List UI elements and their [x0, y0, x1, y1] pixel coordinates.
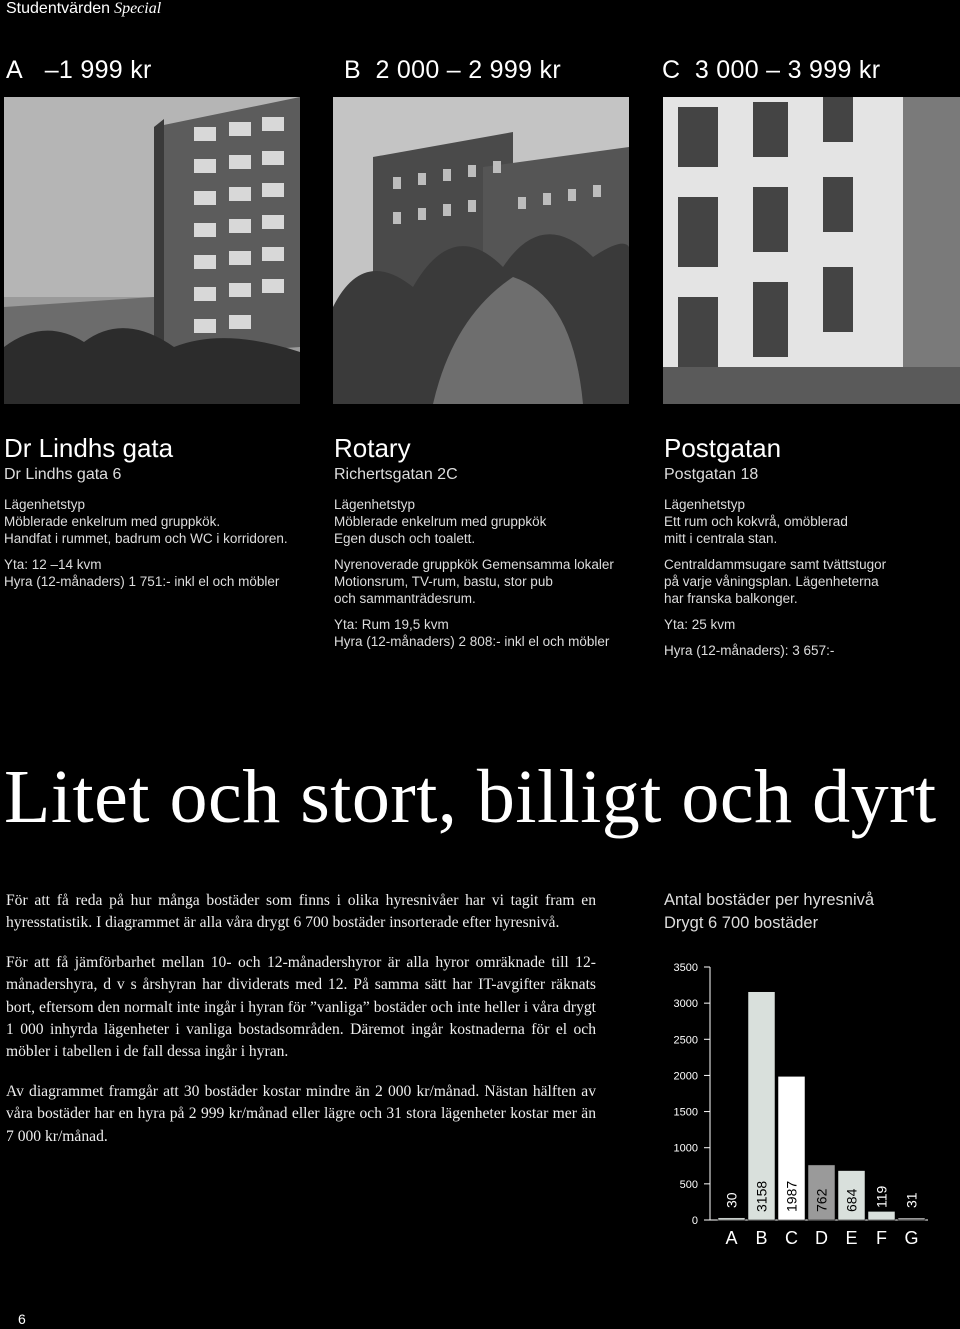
- y-tick-label: 2500: [673, 1034, 698, 1047]
- data-label: 31: [903, 1192, 920, 1208]
- chart-title: Antal bostäder per hyresnivå: [664, 891, 875, 909]
- listing-line: Centraldammsugare samt tvättstugor: [664, 557, 887, 572]
- listing-paragraph: [4, 496, 304, 547]
- listing-line: Yta: Rum 19,5 kvm: [334, 617, 449, 632]
- listing-line: Hyra (12-månaders) 2 808:- inkl el och möbler: [334, 634, 610, 649]
- photo-postgatan: [663, 97, 960, 404]
- listing-line: Handfat i rummet, badrum och WC i korridoren.: [4, 531, 288, 546]
- listing-line: Lägenhetstyp: [334, 497, 416, 512]
- listing-line: Motionsrum, TV-rum, bastu, stor pub: [334, 574, 553, 589]
- listing-address: Dr Lindhs gata 6: [4, 466, 122, 483]
- data-label: 119: [873, 1185, 890, 1208]
- body-text: [6, 890, 596, 1165]
- body-paragraph: För att få reda på hur många bostäder som finns i olika hyresnivåer har vi tagit fram en hyresstatistik. I diagrammet är alla våra drygt 6 700 bostäder insorterade efter hyresnivå.: [6, 892, 596, 932]
- bar-f: [868, 1211, 895, 1220]
- price-category-a: A –1 999 kr: [6, 56, 152, 84]
- y-tick-label: 0: [691, 1215, 698, 1227]
- photo-dr-lindhs-gata: [4, 97, 300, 404]
- listing-paragraph: [664, 642, 954, 659]
- y-tick-label: 500: [679, 1178, 698, 1191]
- listing-line: Möblerade enkelrum med gruppkök: [334, 514, 547, 529]
- listing-line: och sammanträdesrum.: [334, 591, 476, 606]
- y-tick-label: 1500: [673, 1106, 698, 1119]
- listing-line: har franska balkonger.: [664, 591, 798, 606]
- listing-name: Dr Lindhs gata: [4, 433, 174, 463]
- listing-paragraph: [334, 616, 634, 650]
- category-label: B: [755, 1228, 768, 1248]
- listing-postgatan: [664, 432, 954, 668]
- category-label: C: [785, 1228, 798, 1248]
- listing-address: Postgatan 18: [664, 466, 759, 483]
- y-tick-label: 1000: [673, 1142, 698, 1155]
- listing-paragraph: [664, 616, 954, 633]
- listing-paragraph: [664, 556, 954, 607]
- bar-a: [718, 1218, 745, 1220]
- headline: Litet och stort, billigt och dyrt: [4, 755, 937, 839]
- bar-chart-svg: [650, 955, 950, 1255]
- listing-line: Yta: 12 –14 kvm: [4, 557, 102, 572]
- listing-line: mitt i centrala stan.: [664, 531, 778, 546]
- bar-g: [898, 1218, 925, 1220]
- photo-rotary: [333, 97, 629, 404]
- price-category-c: C 3 000 – 3 999 kr: [662, 56, 881, 84]
- listing-line: Hyra (12-månaders): 3 657:-: [664, 643, 835, 658]
- listing-line: Yta: 25 kvm: [664, 617, 736, 632]
- data-label: 684: [843, 1188, 860, 1212]
- listing-address: Richertsgatan 2C: [334, 466, 458, 483]
- data-label: 1987: [783, 1180, 800, 1212]
- listing-rotary: [334, 432, 634, 659]
- listing-line: Egen dusch och toalett.: [334, 531, 476, 546]
- category-label: E: [845, 1228, 858, 1248]
- listing-paragraph: [664, 496, 954, 547]
- listing-name: Rotary: [334, 433, 411, 463]
- y-tick-label: 3500: [673, 962, 698, 974]
- page-number: 6: [18, 1311, 26, 1327]
- price-category-b: B 2 000 – 2 999 kr: [344, 56, 561, 84]
- running-head-title: Studentvärden: [6, 0, 111, 17]
- listing-line: Nyrenoverade gruppkök Gemensamma lokaler: [334, 557, 614, 572]
- listing-line: Hyra (12-månaders) 1 751:- inkl el och möbler: [4, 574, 280, 589]
- y-tick-label: 2000: [673, 1070, 698, 1083]
- chart-subtitle: Drygt 6 700 bostäder: [664, 914, 819, 932]
- listing-line: Lägenhetstyp: [664, 497, 746, 512]
- category-label: F: [876, 1228, 887, 1248]
- body-paragraph: Av diagrammet framgår att 30 bostäder kostar mindre än 2 000 kr/månad. Nästan hälften av våra bostäder har en hyra på 2 999 kr/månad eller lägre och 31 stora lägenheter kostar mer än 7 000 kr/månad.: [6, 1082, 596, 1145]
- chart-heading: [664, 889, 874, 935]
- listing-line: Möblerade enkelrum med gruppkök.: [4, 514, 221, 529]
- bar-chart: [650, 955, 950, 1255]
- running-head-section: Special: [114, 0, 162, 17]
- data-label: 30: [723, 1192, 740, 1208]
- listing-name: Postgatan: [664, 433, 782, 463]
- listing-paragraph: [4, 556, 304, 590]
- listing-dr-lindhs-gata: [4, 432, 304, 599]
- listing-line: på varje våningsplan. Lägenheterna: [664, 574, 879, 589]
- running-head: [6, 0, 161, 18]
- data-label: 3158: [753, 1180, 770, 1212]
- category-label: D: [815, 1228, 828, 1248]
- data-label: 762: [813, 1188, 830, 1212]
- body-paragraph: För att få jämförbarhet mellan 10- och 12-månadershyror är alla hyror omräknade till 12-månadershyra, d v s årshyran har dividerats med 12. På samma sätt har IT-avgifter räknats bort, eftersom den normalt inte ingår i hyran för ”vanliga” bostäder och inte heller i våra drygt 1 000 inhyrda lägenheter i vanliga bostadsområden. Däremot ingår kostnaderna för el och möbler i tabellen i de fall dessa ingår i hyran.: [6, 953, 596, 1061]
- listing-paragraph: [334, 496, 634, 547]
- listing-line: Lägenhetstyp: [4, 497, 86, 512]
- category-label: A: [725, 1228, 738, 1248]
- listing-line: Ett rum och kokvrå, omöblerad: [664, 514, 848, 529]
- category-label: G: [904, 1228, 919, 1248]
- y-tick-label: 3000: [673, 998, 698, 1011]
- listing-paragraph: [334, 556, 634, 607]
